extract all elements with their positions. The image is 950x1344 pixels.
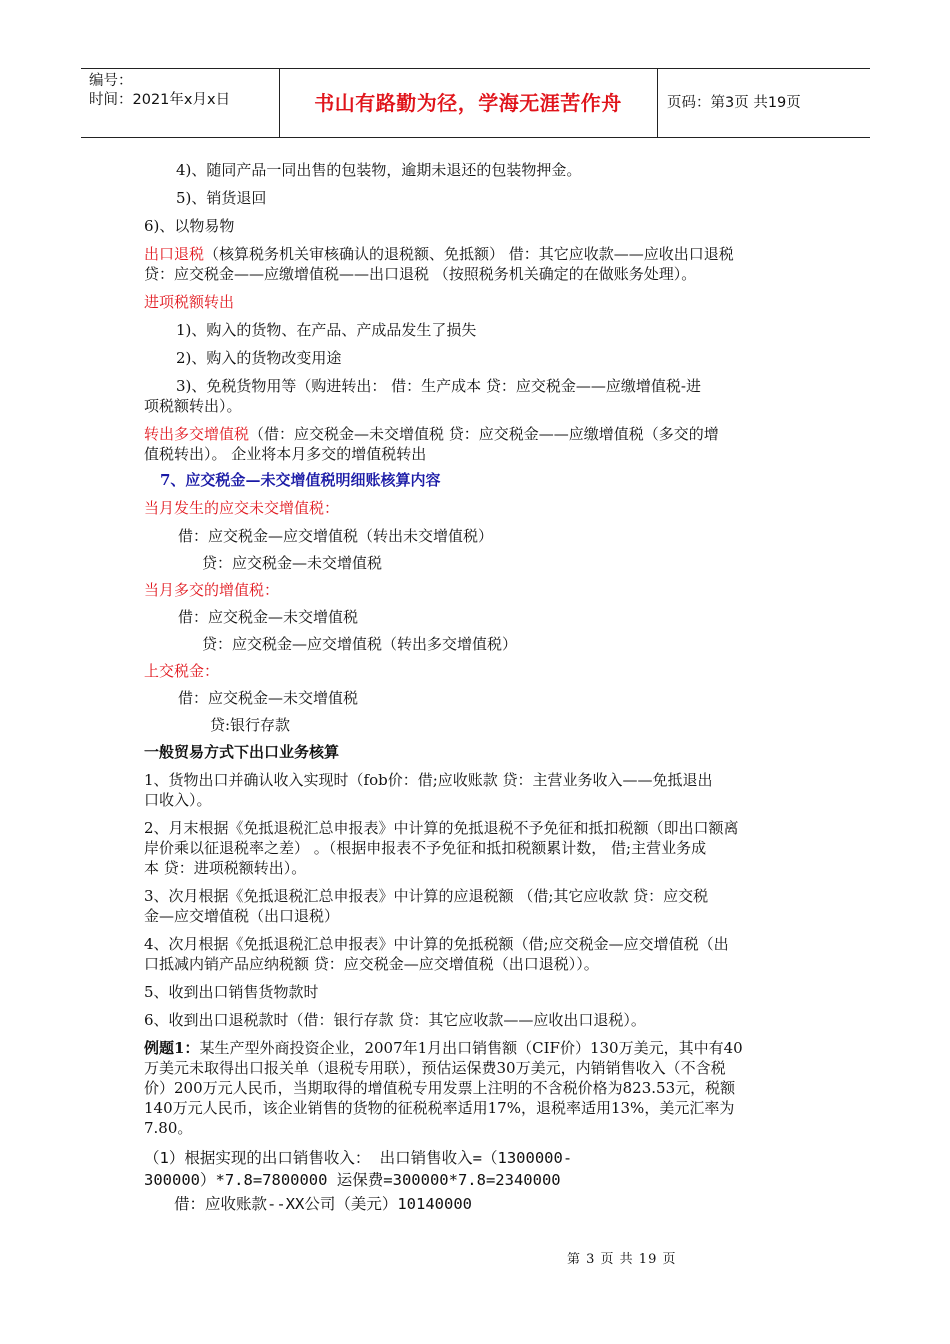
date-label: 时间：2021年x月x日 — [89, 92, 231, 108]
heading-input-tax-transfer: 进项税额转出 — [144, 293, 235, 311]
heading-overpaid-vat: 转出多交增值税 — [144, 425, 250, 443]
text-line: 借：应收账款--XX公司（美元）10140000 — [174, 1195, 472, 1213]
text-line: 4)、随同产品一同出售的包装物，逾期未退还的包装物押金。 — [176, 161, 582, 179]
text-line: 万美元未取得出口报关单（退税专用联），预估运保费30万美元，内销销售收入（不含税 — [144, 1059, 726, 1077]
text-line: 2、月末根据《免抵退税汇总申报表》中计算的免抵退税不予免征和抵扣税额（即出口额离 — [144, 819, 739, 837]
text-line: 金—应交增值税（出口退税） — [144, 907, 340, 925]
text-line: 借：应交税金—未交增值税 — [178, 689, 359, 707]
text-line: 1)、购入的货物、在产品、产成品发生了损失 — [176, 321, 477, 339]
page-header — [81, 68, 870, 138]
text-line: 3、次月根据《免抵退税汇总申报表》中计算的应退税额 （借;其它应收款 贷：应交税 — [144, 887, 709, 905]
text-line: 口收入）。 — [144, 791, 212, 809]
header-motto-cell — [279, 69, 658, 137]
header-page-cell — [657, 69, 870, 137]
text-line: 值税转出）。 企业将本月多交的增值税转出 — [144, 445, 427, 463]
text-line: 5)、销货退回 — [176, 189, 267, 207]
text-line — [144, 424, 719, 444]
text-line: 贷:银行存款 — [210, 716, 291, 734]
text-line: 3)、免税货物用等（购进转出： 借：生产成本 贷：应交税金——应缴增值税-进 — [176, 377, 702, 395]
heading-current-overpaid: 当月多交的增值税： — [144, 581, 280, 599]
text-span: （借：应交税金—未交增值税 贷：应交税金——应缴增值税（多交的增 — [249, 425, 719, 443]
section-heading: 一般贸易方式下出口业务核算 — [144, 743, 340, 761]
text-line: 贷：应交税金——应缴增值税——出口退税 （按照税务机关确定的在做账务处理）。 — [144, 265, 697, 283]
text-line: 6)、以物易物 — [144, 217, 235, 235]
text-line: 岸价乘以征退税率之差） 。（根据申报表不予免征和抵扣税额累计数， 借;主营业务成 — [144, 839, 707, 857]
text-line: 项税额转出）。 — [144, 397, 242, 415]
text-line: 1、货物出口并确认收入实现时（fob价：借;应收账款 贷：主营业务收入——免抵退出 — [144, 771, 713, 789]
heading-export-rebate: 出口退税 — [144, 245, 205, 263]
text-line — [144, 244, 734, 264]
text-line: 2)、购入的货物改变用途 — [176, 349, 342, 367]
serial-label: 编号： — [89, 73, 133, 89]
text-line: 5、收到出口销售货物款时 — [144, 983, 319, 1001]
text-line: 贷：应交税金—未交增值税 — [202, 554, 383, 572]
text-line: （1）根据实现的出口销售收入： 出口销售收入=（1300000- — [144, 1149, 573, 1167]
text-line: 口抵减内销产品应纳税额 贷：应交税金—应交增值税（出口退税））。 — [144, 955, 599, 973]
motto: 书山有路勤为径，学海无涯苦作舟 — [314, 91, 622, 115]
text-line: 140万元人民币，该企业销售的货物的征税税率适用17%，退税率适用13%，美元汇率为 — [144, 1099, 735, 1117]
text-line: 300000）*7.8=7800000 运保费=300000*7.8=2340000 — [144, 1171, 561, 1189]
header-meta — [81, 69, 280, 137]
page-footer: 第 3 页 共 19 页 — [567, 1252, 677, 1267]
text-line: 本 贷：进项税额转出）。 — [144, 859, 307, 877]
heading-current-unpaid: 当月发生的应交未交增值税： — [144, 499, 340, 517]
text-line: 价）200万元人民币，当期取得的增值税专用发票上注明的不含税价格为823.53元，税额 — [144, 1079, 736, 1097]
text-line — [144, 1038, 743, 1058]
text-line: 贷：应交税金—应交增值税（转出多交增值税） — [202, 635, 518, 653]
text-line: 借：应交税金—应交增值税（转出未交增值税） — [178, 527, 494, 545]
text-line: 6、收到出口退税款时（借：银行存款 贷：其它应收款——应收出口退税）。 — [144, 1011, 646, 1029]
text-span: 某生产型外商投资企业，2007年1月出口销售额（CIF价）130万美元，其中有40 — [199, 1039, 743, 1057]
text-line: 7.80。 — [144, 1119, 193, 1137]
heading-tax-paid: 上交税金： — [144, 662, 220, 680]
text-span: （核算税务机关审核确认的退税额、免抵额） 借：其它应收款——应收出口退税 — [204, 245, 734, 263]
text-line: 借：应交税金—未交增值税 — [178, 608, 359, 626]
page-info: 页码：第3页 共19页 — [667, 95, 801, 111]
text-line: 4、次月根据《免抵退税汇总申报表》中计算的免抵税额（借;应交税金—应交增值税（出 — [144, 935, 729, 953]
section-heading: 7、应交税金—未交增值税明细账核算内容 — [160, 471, 441, 489]
example-label: 例题1： — [144, 1039, 200, 1057]
